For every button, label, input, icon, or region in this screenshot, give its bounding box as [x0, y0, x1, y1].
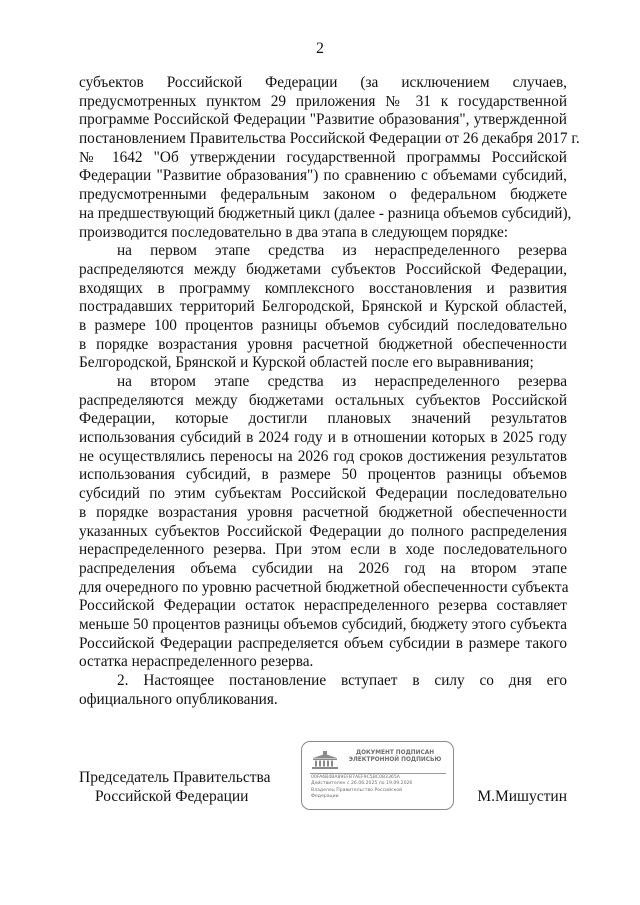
text-line: Федерации, которые достигли плановых значений результатов	[79, 410, 567, 428]
text-line: субсидий по этим субъектам Российской Федерации последовательно	[79, 485, 567, 503]
signatory-position-line1: Председатель Правительства	[79, 769, 271, 786]
signatory-position-line2: Российской Федерации	[95, 788, 249, 805]
text-line: использования субсидий, в размере 50 процентов разницы объемов	[79, 466, 567, 484]
signatory-position	[79, 768, 271, 806]
text-line: производится последовательно в два этапа в следующем порядке:	[79, 223, 509, 241]
text-line: в размере 100 процентов разницы объемов субсидий последовательно	[79, 316, 567, 334]
text-line: предусмотренных пунктом 29 приложения № 31 к государственной	[79, 92, 567, 110]
document-body	[79, 74, 580, 709]
text-line: использования субсидий в 2024 году и в отношении которых в 2025 году	[79, 429, 567, 447]
stamp-certificate: 00FA6B4BA89EFB7AEF9C5BC0B3365A	[311, 775, 400, 780]
text-line: в порядке возрастания уровня расчетной бюджетной обеспеченности	[79, 335, 567, 353]
text-line: № 1642 "Об утверждении государственной программы Российской	[79, 148, 567, 166]
stamp-owner-line1: Владелец Правительство Российской	[311, 787, 403, 793]
text-line: входящих в программу комплексного восстановления и развития	[79, 279, 567, 297]
stamp-owner-line2: Федерации	[311, 794, 339, 800]
text-line: распределяются между бюджетами субъектов Российской Федерации,	[79, 260, 567, 278]
text-line: Федерации "Развитие образования") по сравнению с объемами субсидий,	[79, 167, 567, 185]
text-line: остатка нераспределенного резерва.	[79, 653, 314, 671]
text-line: на первом этапе средства из нераспределенного резерва	[117, 242, 567, 260]
text-line: нераспределенного резерва. При этом если в ходе последовательного	[79, 541, 567, 559]
text-line: не осуществлялись переносы на 2026 год сроков достижения результатов	[79, 447, 567, 465]
text-line: на втором этапе средства из нераспределенного резерва	[117, 373, 567, 390]
text-line: пострадавших территорий Белгородской, Брянской и Курской областей,	[79, 298, 567, 316]
page-number: 2	[316, 40, 324, 57]
text-line: Белгородской, Брянской и Курской областей после его выравнивания;	[79, 354, 534, 372]
signatory-name: М.Мишустин	[477, 788, 567, 805]
electronic-signature-stamp	[301, 741, 454, 810]
stamp-divider	[310, 773, 446, 774]
stamp-title-line1: ДОКУМЕНТ ПОДПИСАН	[355, 750, 435, 756]
text-line: программе Российской Федерации "Развитие образования", утвержденной	[79, 111, 567, 129]
stamp-validity: Действителен с 26.06.2025 по 19.09.2026	[311, 781, 413, 787]
text-line: субъектов Российской Федерации (за исключением случаев,	[79, 74, 567, 91]
government-building-icon	[311, 750, 339, 770]
text-line: Российской Федерации распределяется объем субсидии в размере такого	[79, 634, 567, 652]
text-line: официального опубликования.	[79, 690, 278, 708]
text-line: указанных субъектов Российской Федерации до полного распределения	[79, 522, 567, 540]
text-line: в порядке возрастания уровня расчетной бюджетной обеспеченности	[79, 503, 567, 521]
text-line: на предшествующий бюджетный цикл (далее - разница объемов субсидий),	[79, 204, 572, 222]
text-line: 2. Настоящее постановление вступает в силу со дня его	[117, 672, 567, 689]
stamp-info	[311, 775, 412, 801]
text-line: постановлением Правительства Российской Федерации от 26 декабря 2017 г.	[79, 130, 580, 148]
stamp-title-line2: ЭЛЕКТРОННОЙ ПОДПИСЬЮ	[348, 757, 442, 764]
text-line: Российской Федерации остаток нераспределенного резерва составляет	[79, 597, 567, 615]
stamp-title	[344, 750, 446, 765]
text-line: распределяются между бюджетами остальных субъектов Российской	[79, 391, 567, 409]
text-line: распределения объема субсидии на 2026 год на втором этапе	[79, 559, 567, 577]
text-line: для очередного по уровню расчетной бюджетной обеспеченности субъекта	[79, 578, 569, 596]
text-line: меньше 50 процентов разницы объемов субсидий, бюджету этого субъекта	[79, 615, 567, 633]
text-line: предусмотренными федеральным законом о федеральном бюджете	[79, 186, 567, 204]
